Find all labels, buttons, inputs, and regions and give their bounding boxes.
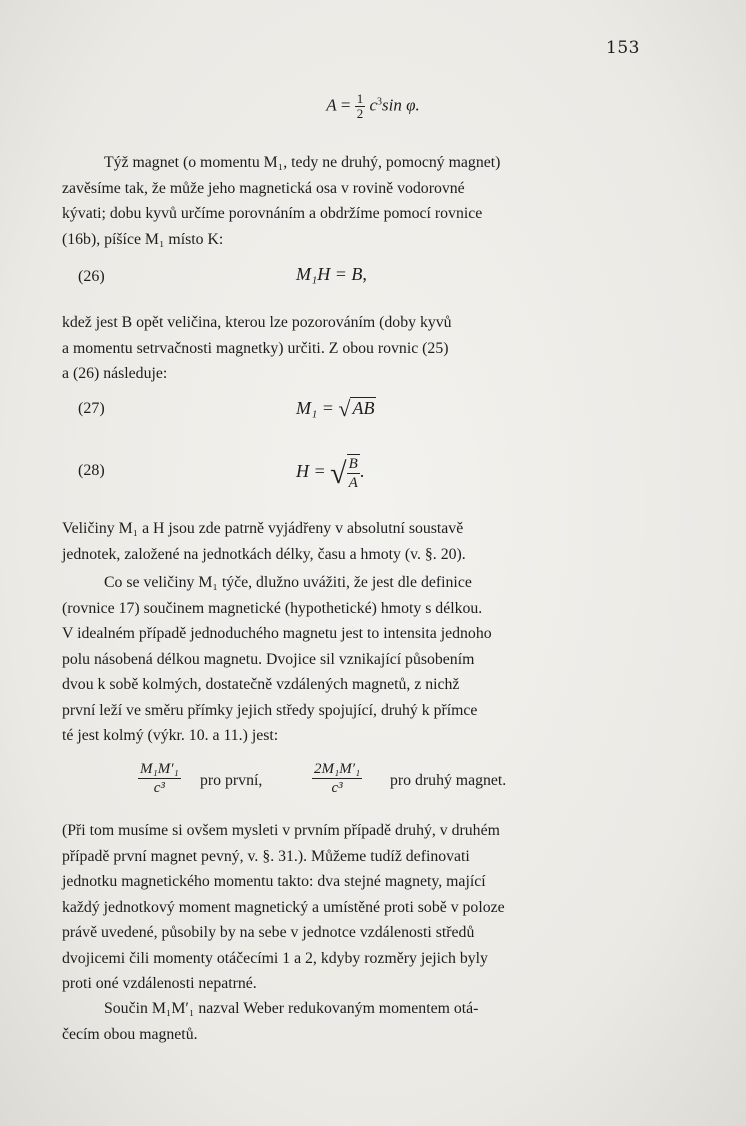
- p4-line-4: polu násobená délkou magnetu. Dvojice sil vznikající působením: [62, 650, 475, 668]
- fraction-first-num: M₁M′₁: [140, 761, 179, 777]
- p4-line-5: dvou k sobě kolmých, dostatečně vzdálených magnetů, z nichž: [62, 676, 460, 693]
- p4-line-6: první leží ve směru přímky jejich středy spojující, druhý k přímce: [62, 701, 478, 719]
- equation-27: [78, 396, 638, 426]
- eq-a-exp: 3: [377, 96, 383, 108]
- eq28-num: B: [348, 456, 358, 472]
- fraction-first: [138, 760, 181, 797]
- eq-a-lhs: A: [326, 95, 337, 115]
- eq28-lhs: H =: [296, 461, 326, 482]
- fraction-second: [312, 760, 362, 797]
- eq-a-fraction: [355, 92, 366, 121]
- p4-line-7: té jest kolmý (výkr. 10. a 11.) jest:: [62, 727, 279, 744]
- p3-line-1: Veličiny M₁ a H jsou zde patrně vyjádřeny v absolutní soustavě: [62, 520, 464, 537]
- p4-line-3: V idealném případě jednoduchého magnetu jest to intensita jednoho: [62, 625, 492, 642]
- eq28-number: (28): [78, 462, 105, 479]
- equation-28: [78, 450, 638, 494]
- eq27-number: (27): [78, 400, 105, 417]
- p5-line-5: právě uvedené, působily by na sebe v jednotce vzdálenosti středů: [62, 924, 475, 941]
- p5-line-4: každý jednotkový moment magnetický a umístěné proti sobě v poloze: [62, 898, 505, 916]
- label-first: pro první,: [200, 772, 263, 789]
- paragraph-1: [62, 150, 642, 252]
- page-number: 153: [606, 38, 640, 58]
- p5-line-6: dvojicemi čili momenty otáčecími 1 a 2, kdyby rozměry jejich byly: [62, 949, 488, 967]
- p6-line-2: čecím obou magnetů.: [62, 1025, 198, 1043]
- fraction-second-num: 2M₁M′₁: [314, 761, 361, 777]
- eq28-tail: .: [359, 461, 365, 482]
- p5-line-1: (Při tom musíme si ovšem mysleti v prvním případě druhý, v druhém: [62, 822, 500, 839]
- eq26-body: M₁H = B,: [296, 264, 367, 284]
- sqrt-symbol-icon: √: [330, 457, 347, 491]
- p1-line-3: kývati; dobu kyvů určíme porovnáním a obdržíme pomocí rovnice: [62, 205, 483, 222]
- eq-a-num: 1: [356, 91, 364, 106]
- p2-line-3: a (26) následuje:: [62, 365, 168, 382]
- p2-line-1: kdež jest B opět veličina, kterou lze pozorováním (doby kyvů: [62, 314, 452, 331]
- moment-fractions: [138, 760, 598, 804]
- p5-line-7: proti oné vzdálenosti nepatrné.: [62, 975, 257, 992]
- eq26-number: (26): [78, 268, 105, 285]
- eq28-body: [296, 454, 364, 492]
- equation-26: [78, 264, 638, 294]
- eq-a-equals: =: [340, 95, 351, 115]
- fraction-first-den: c³: [153, 780, 165, 796]
- paragraph-2: [62, 310, 642, 387]
- eq27-sqrt: [338, 396, 376, 422]
- equation-a: [0, 92, 746, 121]
- eq28-fraction: [347, 454, 360, 492]
- paragraph-3: [62, 516, 642, 567]
- paragraph-4: [62, 570, 642, 749]
- p6-line-1: Součin M₁M′₁ nazval Weber redukovaným momentem otá-: [104, 1000, 479, 1017]
- paragraph-5: [62, 818, 642, 997]
- p4-line-2: (rovnice 17) součinem magnetické (hypothetické) hmoty s délkou.: [62, 599, 483, 617]
- eq-a-fn: sin φ.: [382, 95, 420, 115]
- paragraph-6: [62, 996, 642, 1047]
- eq28-den: A: [348, 475, 358, 491]
- p1-line-2: zavěsíme tak, že může jeho magnetická osa v rovině vodorovné: [62, 179, 465, 197]
- eq27-lhs: M₁ =: [296, 398, 334, 418]
- p4-line-1: Co se veličiny M₁ týče, dlužno uvážiti, že jest dle definice: [104, 574, 472, 591]
- p1-line-4: (16b), píšíce M₁ místo K:: [62, 230, 224, 248]
- eq27-radicand: AB: [352, 398, 375, 418]
- p1-line-1: Týž magnet (o momentu M₁, tedy ne druhý, pomocný magnet): [104, 154, 501, 171]
- eq-a-c: c: [369, 95, 378, 115]
- label-second: pro druhý magnet.: [390, 772, 507, 789]
- p5-line-3: jednotku magnetického momentu takto: dva stejné magnety, mající: [62, 873, 486, 890]
- eq27-body: [296, 396, 376, 422]
- p5-line-2: případě první magnet pevný, v. §. 31.). Můžeme tudíž definovati: [62, 847, 470, 865]
- eq-a-den: 2: [356, 106, 364, 121]
- p2-line-2: a momentu setrvačnosti magnetky) určiti. Z obou rovnic (25): [62, 339, 449, 357]
- p3-line-2: jednotek, založené na jednotkách délky, času a hmoty (v. §. 20).: [62, 545, 466, 563]
- sqrt-symbol-icon: √: [338, 396, 351, 421]
- fraction-second-den: c³: [331, 780, 343, 796]
